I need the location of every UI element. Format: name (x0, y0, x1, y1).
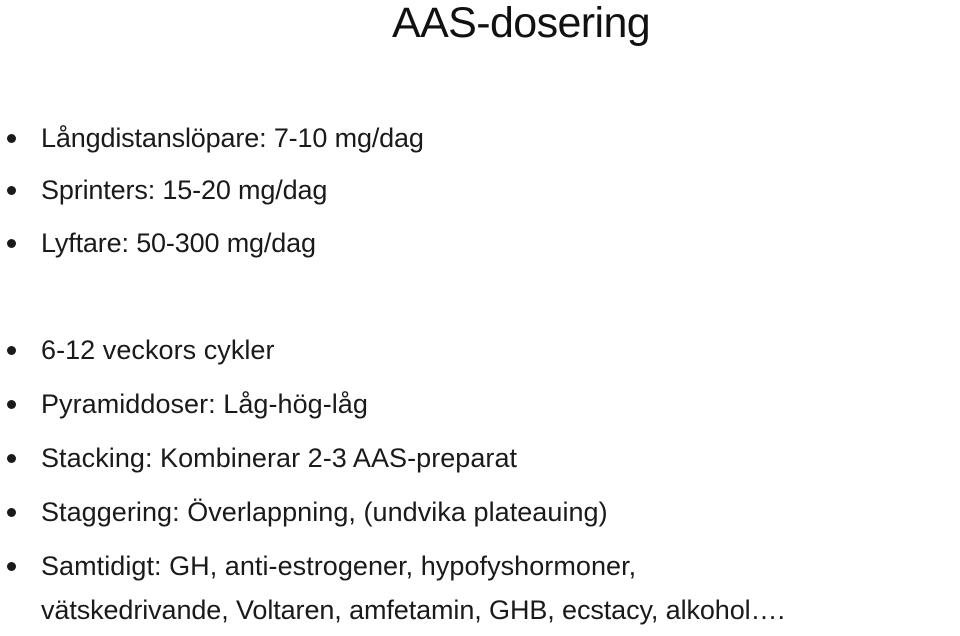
bullet-text: Samtidigt: GH, anti-estrogener, hypofyshormoner, (41, 551, 637, 581)
bullet-dot-icon (7, 562, 16, 571)
slide-title: AAS-dosering (392, 0, 651, 47)
bullet-item (0, 540, 960, 628)
bullet-dot-icon (7, 186, 16, 195)
bullet-dot-icon (7, 134, 16, 143)
bullet-text: Staggering: Överlappning, (undvika plateauing) (41, 497, 608, 527)
bullet-text: Lyftare: 50-300 mg/dag (41, 228, 316, 258)
bullet-text: 6-12 veckors cykler (41, 335, 275, 365)
bullet-dot-icon (7, 508, 16, 517)
bullet-text: Sprinters: 15-20 mg/dag (41, 175, 328, 205)
bullet-text-continuation: vätskedrivande, Voltaren, amfetamin, GHB, ecstacy, alkohol…. (41, 595, 785, 625)
bullet-dot-icon (7, 400, 16, 409)
bullet-text: Pyramiddoser: Låg-hög-låg (41, 389, 368, 419)
bullet-dot-icon (7, 346, 16, 355)
bullet-text: Stacking: Kombinerar 2-3 AAS-preparat (41, 443, 518, 473)
bullet-dot-icon (7, 239, 16, 248)
bullet-dot-icon (7, 454, 16, 463)
bullet-text: Långdistanslöpare: 7-10 mg/dag (41, 123, 424, 153)
